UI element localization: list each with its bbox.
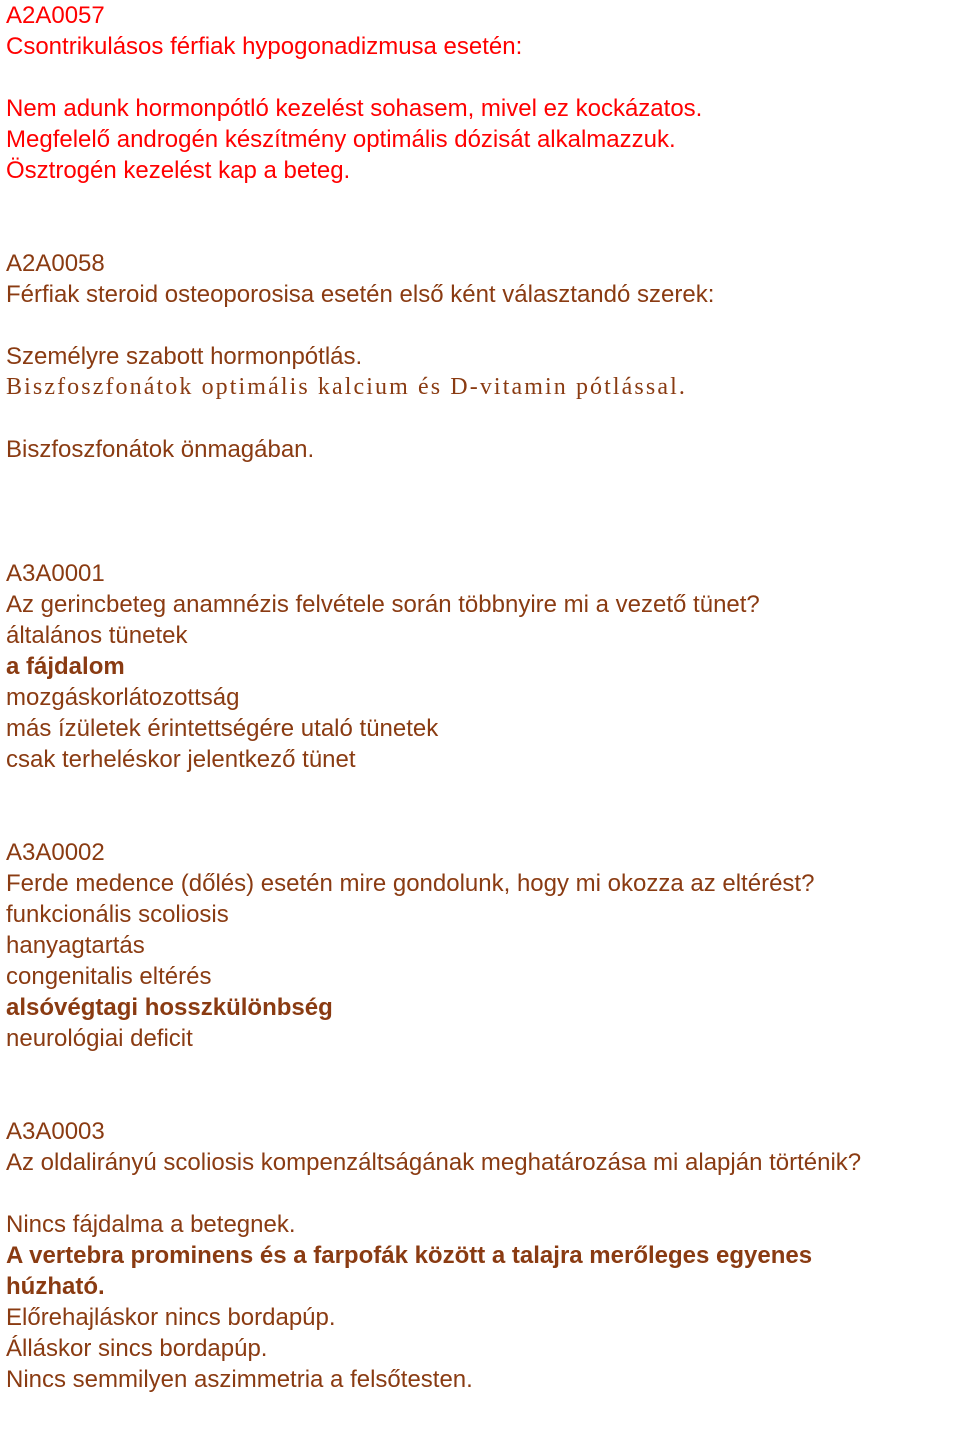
- question-code: A3A0002: [6, 839, 105, 866]
- question-code: A2A0057: [6, 2, 105, 29]
- answer-option-correct-continued: húzható.: [6, 1273, 105, 1300]
- spacer: [6, 217, 956, 248]
- answer-option: Személyre szabott hormonpótlás.: [6, 343, 363, 370]
- answer-option-correct: alsóvégtagi hosszkülönbség: [6, 994, 333, 1021]
- spacer: [6, 310, 956, 341]
- spacer: [6, 1085, 956, 1116]
- answer-option: neurológiai deficit: [6, 1025, 193, 1052]
- document-page: [6, 0, 956, 1395]
- spacer: [6, 62, 956, 93]
- question-block-a3a0003: [6, 1116, 956, 1395]
- question-block-a3a0002: [6, 837, 956, 1054]
- answer-option: Ösztrogén kezelést kap a beteg.: [6, 157, 351, 184]
- question-text: Csontrikulásos férfiak hypogonadizmusa esetén:: [6, 33, 523, 60]
- spacer: [6, 1054, 956, 1085]
- answer-option: mozgáskorlátozottság: [6, 684, 240, 711]
- question-text: Ferde medence (dőlés) esetén mire gondolunk, hogy mi okozza az eltérést?: [6, 870, 815, 897]
- answer-option: Biszfoszfonátok önmagában.: [6, 436, 315, 463]
- question-text: Férfiak steroid osteoporosisa esetén első ként választandó szerek:: [6, 281, 715, 308]
- answer-option: Előrehajláskor nincs bordapúp.: [6, 1304, 336, 1331]
- answer-option-correct: A vertebra prominens és a farpofák között a talajra merőleges egyenes: [6, 1242, 813, 1269]
- question-block-a3a0001: [6, 558, 956, 775]
- answer-option: Nem adunk hormonpótló kezelést sohasem, mivel ez kockázatos.: [6, 95, 703, 122]
- spacer: [6, 186, 956, 217]
- question-code: A3A0003: [6, 1118, 105, 1145]
- spacer: [6, 1178, 956, 1209]
- spacer: [6, 806, 956, 837]
- answer-option: általános tünetek: [6, 622, 188, 649]
- spacer: [6, 496, 956, 527]
- answer-option: más ízületek érintettségére utaló tünetek: [6, 715, 439, 742]
- answer-option: congenitalis eltérés: [6, 963, 212, 990]
- spacer: [6, 465, 956, 496]
- answer-option: Álláskor sincs bordapúp.: [6, 1335, 268, 1362]
- spacer: [6, 527, 956, 558]
- answer-option: funkcionális scoliosis: [6, 901, 229, 928]
- answer-option: Megfelelő androgén készítmény optimális dózisát alkalmazzuk.: [6, 126, 676, 153]
- answer-option: hanyagtartás: [6, 932, 145, 959]
- spacer: [6, 775, 956, 806]
- question-code: A3A0001: [6, 560, 105, 587]
- answer-option: Nincs semmilyen aszimmetria a felsőtesten.: [6, 1366, 473, 1393]
- answer-option-correct: a fájdalom: [6, 653, 125, 680]
- answer-option-correct: Biszfoszfonátok optimális kalcium és D-vitamin pótlással.: [6, 374, 687, 400]
- spacer: [6, 403, 956, 434]
- question-block-a2a0057: [6, 0, 956, 186]
- question-text: Az gerincbeteg anamnézis felvétele során többnyire mi a vezető tünet?: [6, 591, 760, 618]
- question-code: A2A0058: [6, 250, 105, 277]
- question-text: Az oldalirányú scoliosis kompenzáltságának meghatározása mi alapján történik?: [6, 1149, 862, 1176]
- answer-option: csak terheléskor jelentkező tünet: [6, 746, 356, 773]
- question-block-a2a0058: [6, 248, 956, 465]
- answer-option: Nincs fájdalma a betegnek.: [6, 1211, 296, 1238]
